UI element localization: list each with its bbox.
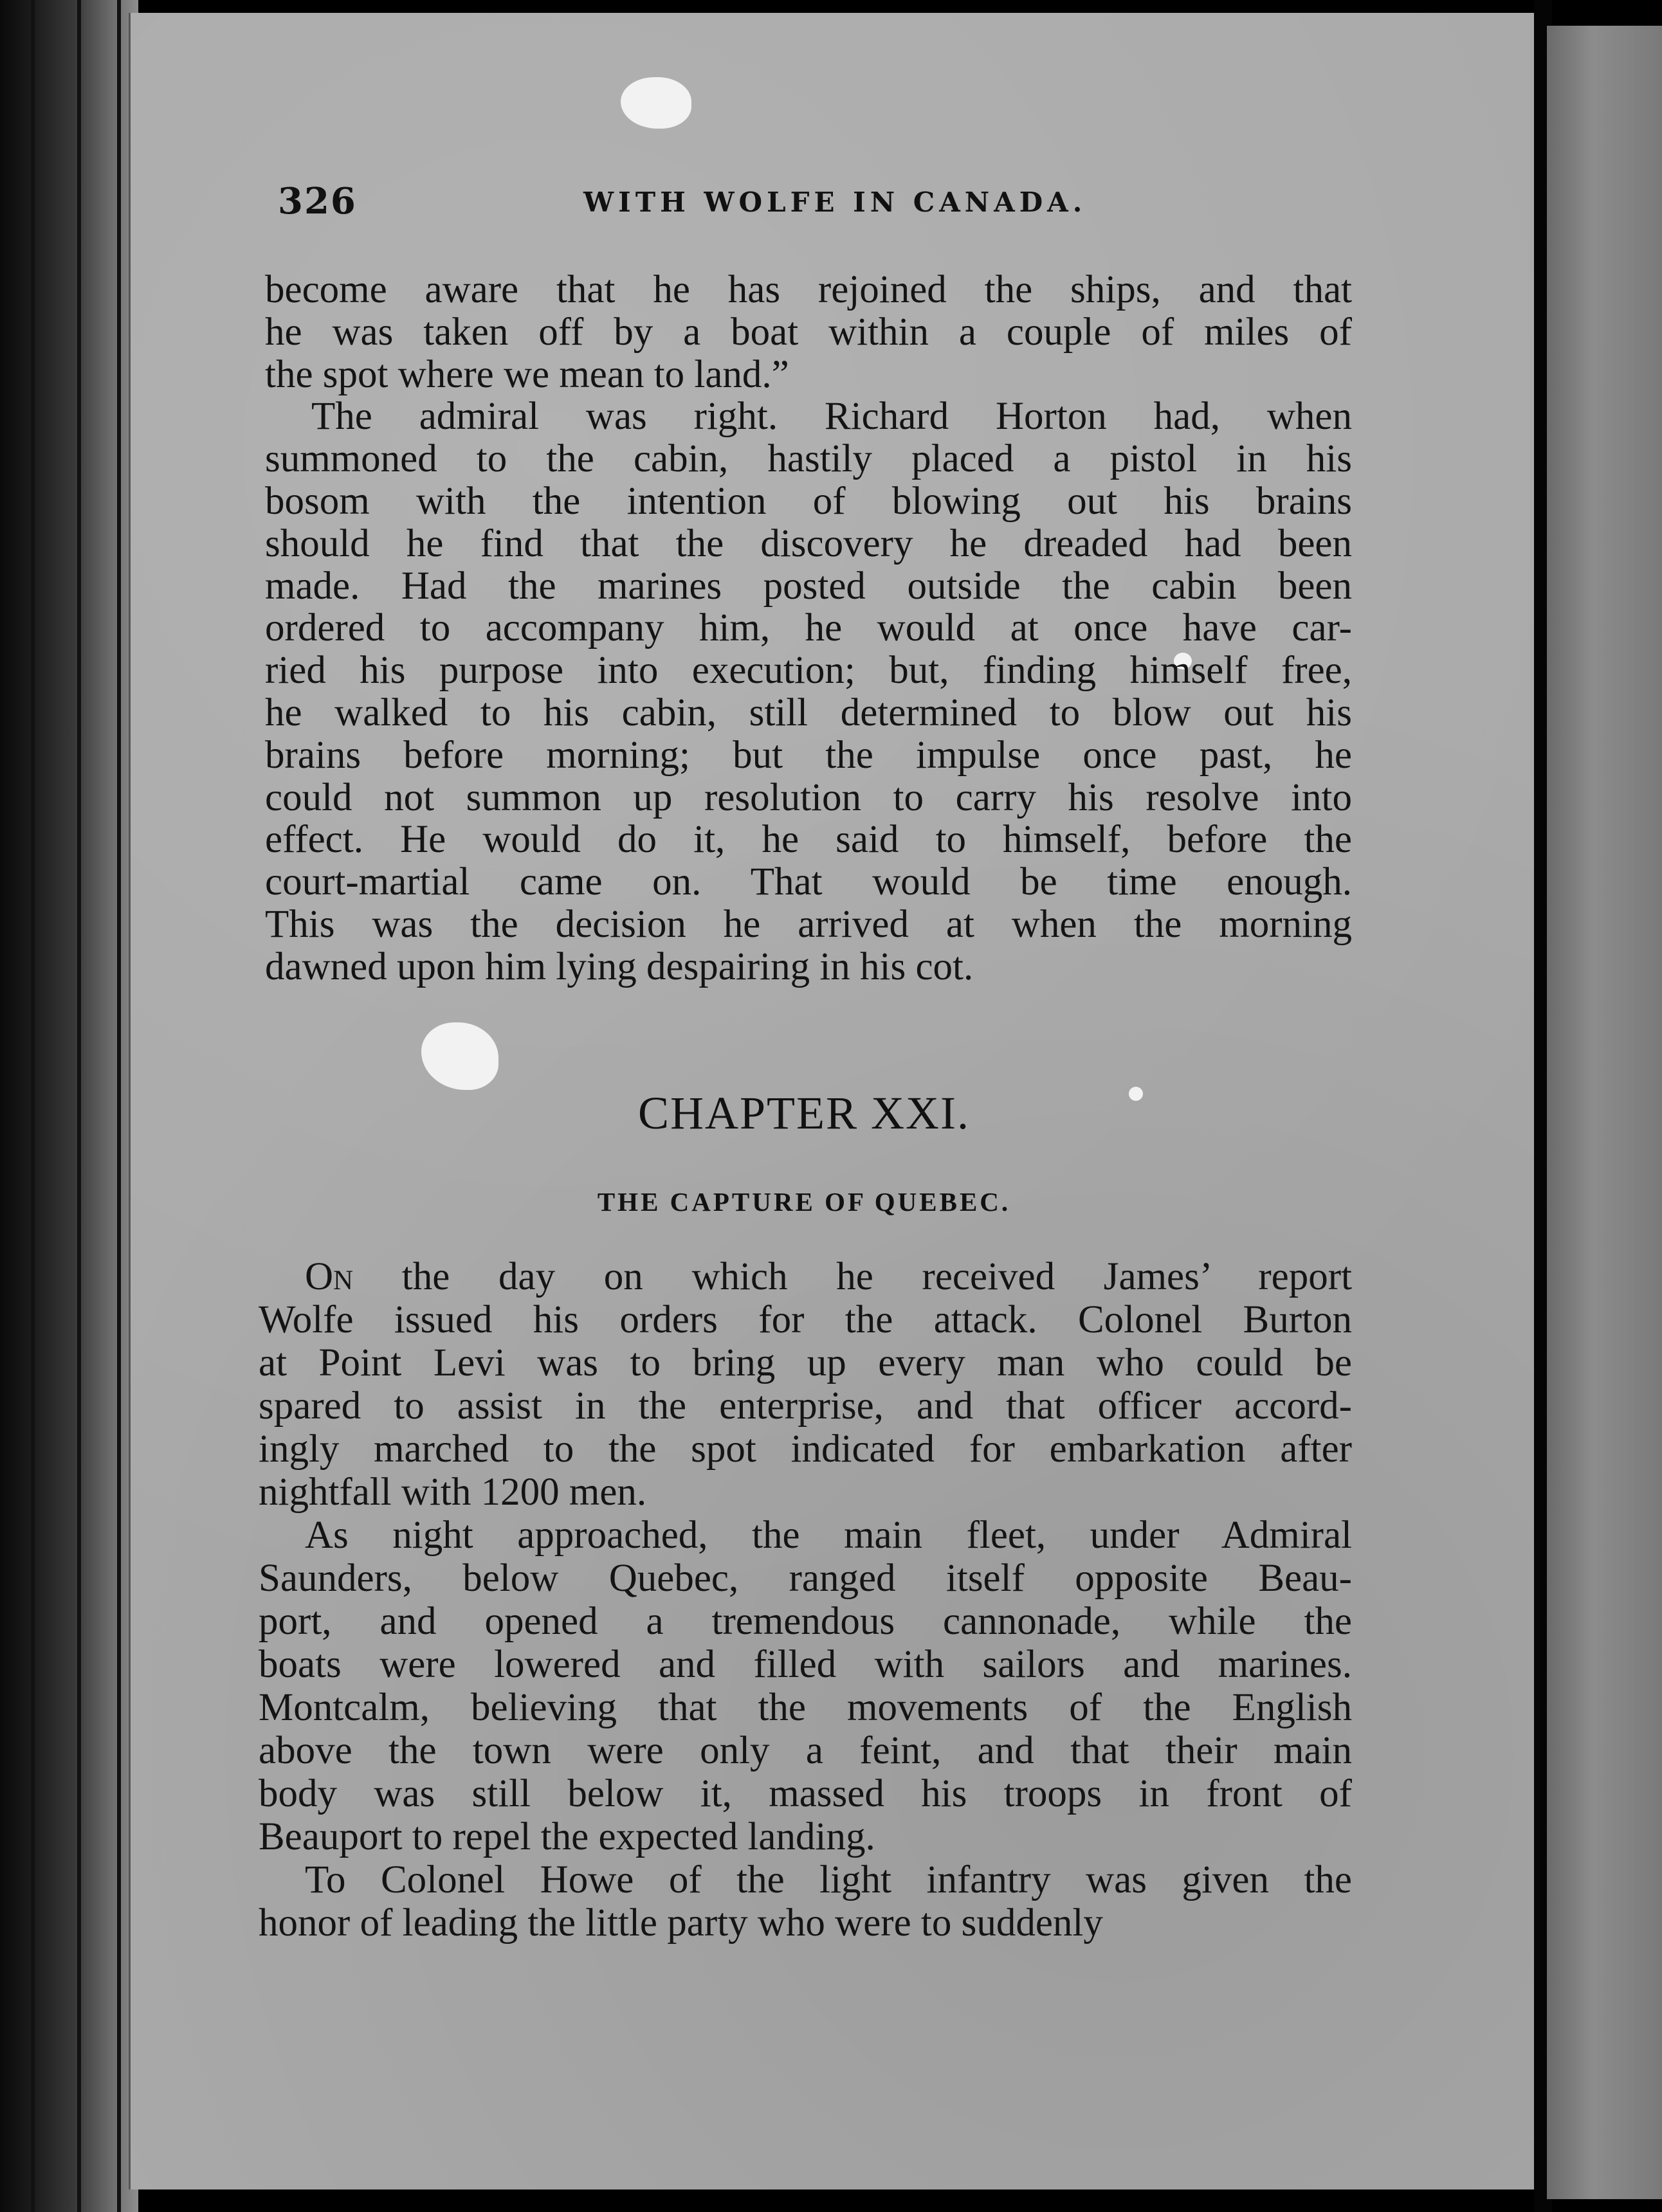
text-line: ordered to accompany him, he would at once have car- <box>265 606 1352 650</box>
text-line: port, and opened a tremendous cannonade, while the <box>259 1600 1352 1643</box>
binding-edge-line <box>77 0 81 2212</box>
text-line: dawned upon him lying despairing in his cot. <box>265 945 974 988</box>
running-title: WITH WOLFE IN CANADA. <box>583 186 1087 218</box>
opening-word: On <box>305 1255 354 1298</box>
text-line: Beauport to repel the expected landing. <box>259 1815 875 1858</box>
text-line: should he find that the discovery he dreaded had been <box>265 521 1352 565</box>
text-line: court-martial came on. That would be time enough. <box>265 860 1352 904</box>
text-line: the spot where we mean to land.” <box>265 352 789 396</box>
binding-edge-line <box>117 0 121 2212</box>
facing-page-edge <box>1547 26 1662 2199</box>
text-line: The admiral was right. Richard Horton had, when <box>311 395 1352 439</box>
text-line: at Point Levi was to bring up every man who could be <box>259 1341 1352 1384</box>
text-line: This was the decision he arrived at when the morning <box>265 902 1352 946</box>
text-line: summoned to the cabin, hastily placed a pistol in his <box>265 437 1352 481</box>
chapter-title: CHAPTER XXI. <box>637 1087 970 1139</box>
text-line: could not summon up resolution to carry his resolve into <box>265 775 1352 819</box>
text-line: body was still below it, massed his troops in front of <box>259 1772 1352 1815</box>
text-line: Wolfe issued his orders for the attack. Colonel Burton <box>259 1298 1352 1341</box>
text-line: effect. He would do it, he said to himself, before the <box>265 818 1352 862</box>
text-line: nightfall with 1200 men. <box>259 1471 647 1514</box>
text-line <box>259 1255 1352 1298</box>
line-text: the day on which he received James’ report <box>353 1255 1352 1298</box>
text-line: brains before morning; but the impulse once past, he <box>265 733 1352 777</box>
text-line: Saunders, below Quebec, ranged itself opposite Beau- <box>259 1557 1352 1600</box>
text-line: he was taken off by a boat within a couple of miles of <box>265 310 1352 354</box>
text-line: ried his purpose into execution; but, finding himself free, <box>265 649 1352 693</box>
body-text-top <box>265 269 1352 988</box>
chapter-subtitle: THE CAPTURE OF QUEBEC. <box>597 1187 1011 1217</box>
text-line: As night approached, the main fleet, under Admiral <box>305 1514 1352 1557</box>
text-line: he walked to his cabin, still determined to blow out his <box>265 691 1352 734</box>
text-line: To Colonel Howe of the light infantry was given the <box>305 1858 1352 1901</box>
page-number: 326 <box>278 180 357 222</box>
text-line: spared to assist in the enterprise, and that officer accord- <box>259 1384 1352 1428</box>
text-line: ingly marched to the spot indicated for embarkation after <box>259 1428 1352 1471</box>
text-line: bosom with the intention of blowing out his brains <box>265 479 1352 523</box>
body-text-bottom <box>259 1255 1352 1945</box>
scan-blemish <box>621 77 691 129</box>
text-line: Montcalm, believing that the movements of the English <box>259 1686 1352 1729</box>
binding-edge-line <box>31 0 35 2212</box>
text-line: made. Had the marines posted outside the cabin been <box>265 564 1352 608</box>
text-line: become aware that he has rejoined the ships, and that <box>265 268 1352 311</box>
text-line: boats were lowered and filled with sailors and marines. <box>259 1643 1352 1686</box>
text-line: above the town were only a feint, and that their main <box>259 1729 1352 1772</box>
text-line: honor of leading the little party who were to suddenly <box>259 1901 1103 1945</box>
running-head <box>278 180 1371 231</box>
